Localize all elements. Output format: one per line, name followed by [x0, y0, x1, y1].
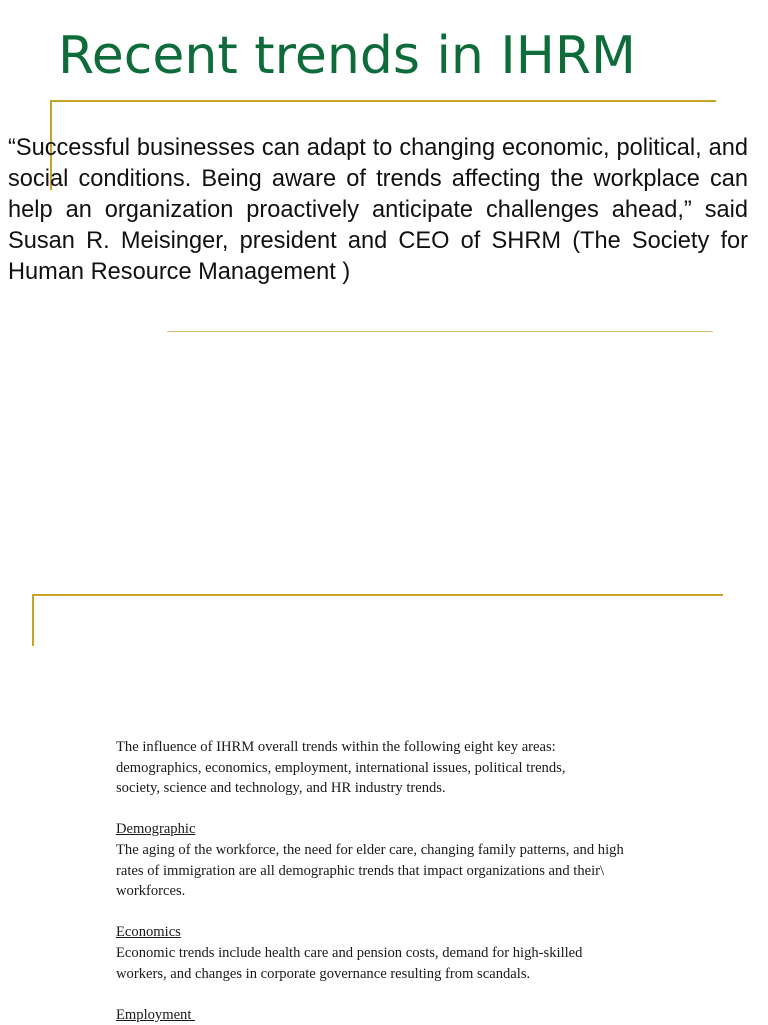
- notes-intro-line: society, science and technology, and HR industry trends.: [116, 780, 446, 797]
- section-heading-demographic: Demographic: [116, 821, 196, 838]
- section-line: workers, and changes in corporate governance resulting from scandals.: [116, 965, 531, 982]
- notes-intro-line: demographics, economics, employment, international issues, political trends,: [116, 759, 566, 776]
- section-line: workforces.: [116, 883, 186, 900]
- section-heading-employment: Employment: [116, 1006, 196, 1023]
- section-line: Economic trends include health care and pension costs, demand for high-skilled: [116, 944, 583, 961]
- section-heading-economics: Economics: [116, 924, 181, 941]
- section-line: The aging of the workforce, the need for elder care, changing family patterns, and high: [116, 841, 624, 858]
- speaker-notes: [116, 737, 716, 1025]
- divider-line: [167, 331, 713, 332]
- section-line: rates of immigration are all demographic trends that impact organizations and their\: [116, 862, 605, 879]
- lower-rule-bracket: [32, 594, 34, 646]
- notes-intro-line: The influence of IHRM overall trends within the following eight key areas:: [116, 739, 556, 755]
- lower-rule: [32, 594, 723, 596]
- title-rule: [50, 100, 716, 102]
- quote-text: “Successful businesses can adapt to changing economic, political, and social conditions. Being aware of trends affecting the workplace can help an organization proactively anticipate challenges ahead,” said Susan R. Meisinger, president and CEO of SHRM (The Society for Human Resource Management ): [8, 135, 748, 285]
- slide-title: Recent trends in IHRM: [58, 26, 636, 86]
